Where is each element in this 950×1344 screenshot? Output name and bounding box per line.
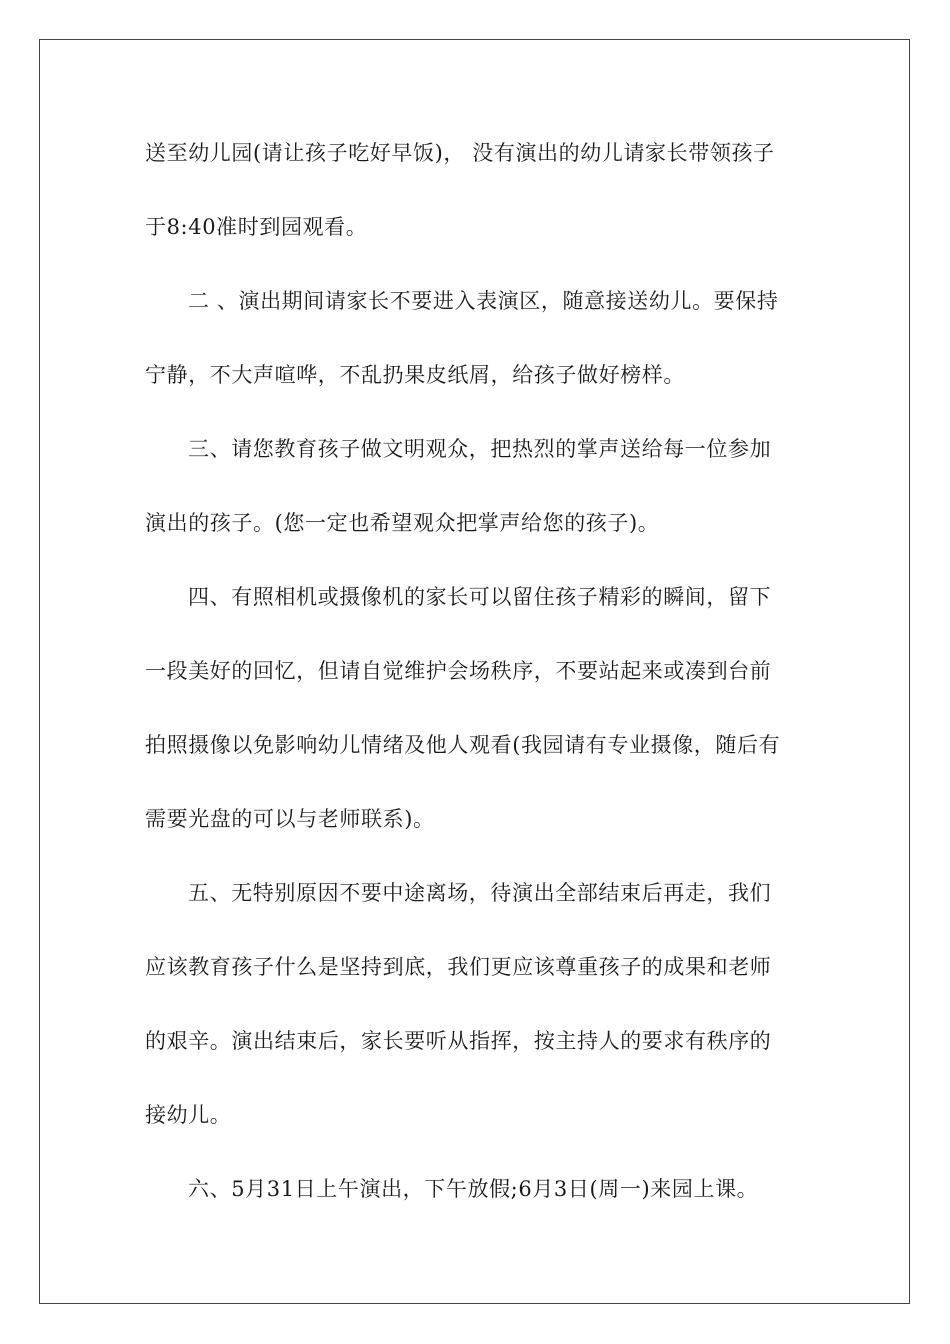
text-line-1: 送至幼儿园(请让孩子吃好早饭)， 没有演出的幼儿请家长带领孩子 [145,141,775,165]
text-line-8: 一段美好的回忆，但请自觉维护会场秩序，不要站起来或凑到台前 [145,659,772,683]
text-line-14: 接幼儿。 [145,1103,232,1127]
text-line-9: 拍照摄像以免影响幼儿情绪及他人观看(我园请有专业摄像，随后有 [145,733,781,757]
text-line-7: 四、有照相机或摄像机的家长可以留住孩子精彩的瞬间，留下 [188,585,772,609]
text-line-10: 需要光盘的可以与老师联系)。 [145,807,435,831]
text-line-3: 二 、演出期间请家长不要进入表演区，随意接送幼儿。要保持 [188,289,779,313]
text-line-4: 宁静，不大声喧哗，不乱扔果皮纸屑，给孩子做好榜样。 [145,363,685,387]
text-line-5: 三、请您教育孩子做文明观众，把热烈的掌声送给每一位参加 [188,437,772,461]
text-line-6: 演出的孩子。(您一定也希望观众把掌声给您的孩子)。 [145,511,660,535]
text-line-11: 五、无特别原因不要中途离场，待演出全部结束后再走，我们 [188,881,772,905]
text-line-13: 的艰辛。演出结束后，家长要听从指挥，按主持人的要求有秩序的 [145,1029,772,1053]
text-line-15: 六、5月31日上午演出，下午放假;6月3日(周一)来园上课。 [188,1177,759,1201]
text-line-2: 于8:40准时到园观看。 [145,215,368,239]
text-line-12: 应该教育孩子什么是坚持到底，我们更应该尊重孩子的成果和老师 [145,955,772,979]
